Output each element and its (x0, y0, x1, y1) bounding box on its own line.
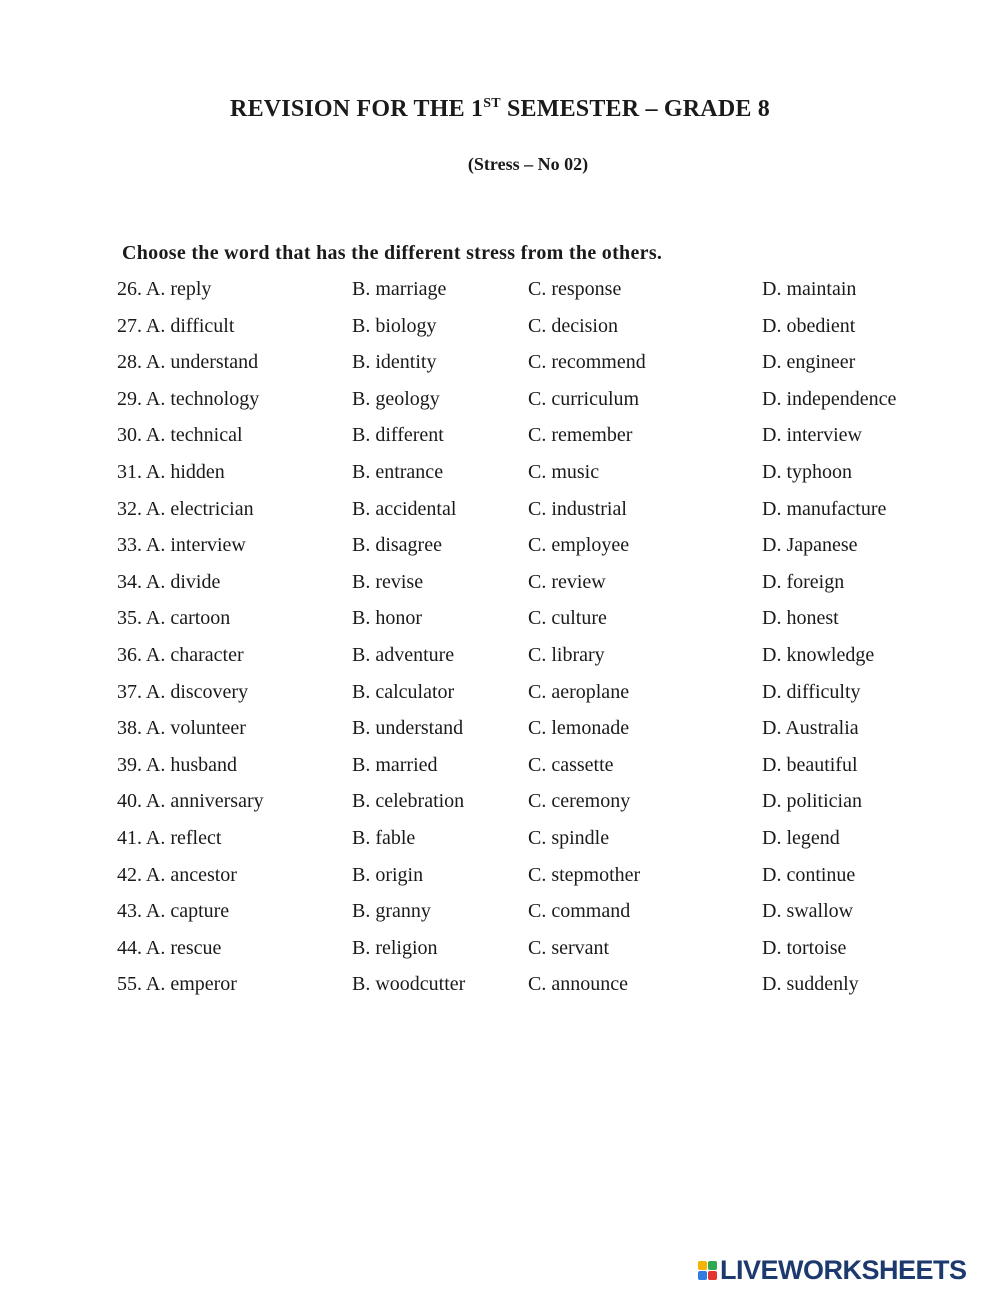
option-a: 38. A. volunteer (117, 717, 246, 740)
option-d: D. Australia (762, 717, 859, 740)
liveworksheets-logo (698, 1256, 967, 1284)
option-b: B. understand (352, 717, 464, 740)
option-c: C. spindle (528, 826, 610, 849)
logo-square (708, 1271, 717, 1280)
option-a: 55. A. emperor (117, 973, 237, 996)
option-a: 26. A. reply (117, 278, 212, 300)
option-a: 28. A. understand (117, 351, 259, 374)
page-title (0, 96, 1000, 123)
title-superscript: ST (483, 96, 501, 111)
option-c: C. servant (528, 936, 610, 959)
option-b: B. biology (352, 314, 437, 337)
option-c: C. review (528, 570, 606, 593)
logo-square (698, 1271, 707, 1280)
option-d: D. obedient (762, 314, 856, 337)
option-b: B. honor (352, 607, 422, 630)
option-d: D. honest (762, 607, 839, 630)
option-d: D. difficulty (762, 680, 861, 703)
title-rest: SEMESTER – GRADE 8 (500, 96, 770, 122)
option-c: C. curriculum (528, 387, 640, 410)
option-c: C. lemonade (528, 717, 630, 740)
option-a: 44. A. rescue (117, 936, 222, 959)
question-row (0, 424, 1000, 461)
option-a: 43. A. capture (117, 900, 230, 923)
question-row (0, 278, 1000, 315)
option-c: C. culture (528, 607, 607, 630)
option-c: C. music (528, 460, 600, 483)
option-c: C. recommend (528, 351, 646, 374)
option-b: B. marriage (352, 278, 447, 300)
instruction-text: Choose the word that has the different stress from the others. (122, 242, 663, 264)
question-row (0, 351, 1000, 388)
option-c: C. cassette (528, 753, 614, 776)
option-c: C. announce (528, 973, 628, 996)
question-row (0, 498, 1000, 535)
question-row (0, 571, 1000, 608)
page-subtitle: (Stress – No 02) (467, 154, 589, 174)
option-b: B. accidental (352, 497, 457, 520)
option-d: D. tortoise (762, 936, 847, 959)
question-row (0, 790, 1000, 827)
title-main: REVISION FOR THE 1 (230, 96, 484, 122)
question-row (0, 461, 1000, 498)
option-b: B. origin (352, 863, 424, 886)
option-a: 34. A. divide (117, 570, 221, 593)
option-c: C. employee (528, 534, 630, 557)
option-b: B. entrance (352, 460, 444, 483)
option-c: C. stepmother (528, 863, 641, 886)
option-a: 33. A. interview (117, 534, 246, 557)
option-b: B. woodcutter (352, 973, 466, 996)
option-b: B. different (352, 424, 444, 447)
option-c: C. command (528, 900, 631, 923)
question-row (0, 900, 1000, 937)
question-row (0, 717, 1000, 754)
option-d: D. typhoon (762, 460, 852, 483)
option-a: 29. A. technology (117, 387, 260, 410)
option-b: B. fable (352, 826, 416, 849)
option-a: 36. A. character (117, 643, 244, 666)
option-d: D. engineer (762, 351, 856, 374)
option-b: B. granny (352, 900, 431, 923)
question-row (0, 937, 1000, 974)
option-c: C. industrial (528, 497, 627, 520)
option-d: D. swallow (762, 900, 854, 923)
question-row (0, 827, 1000, 864)
option-d: D. beautiful (762, 753, 858, 776)
option-a: 27. A. difficult (117, 314, 235, 337)
question-row (0, 388, 1000, 425)
question-row (0, 681, 1000, 718)
option-b: B. disagree (352, 534, 442, 557)
option-d: D. maintain (762, 278, 857, 300)
option-c: C. decision (528, 314, 618, 337)
option-a: 32. A. electrician (117, 497, 254, 520)
option-a: 31. A. hidden (117, 460, 225, 483)
question-row (0, 534, 1000, 571)
option-d: D. suddenly (762, 973, 859, 996)
option-d: D. interview (762, 424, 862, 447)
option-a: 35. A. cartoon (117, 607, 231, 630)
logo-icon (698, 1261, 717, 1280)
option-a: 41. A. reflect (117, 826, 222, 849)
option-c: C. remember (528, 424, 633, 447)
option-d: D. Japanese (762, 534, 858, 557)
option-c: C. ceremony (528, 790, 631, 813)
option-b: B. married (352, 753, 438, 776)
question-row (0, 607, 1000, 644)
question-list (0, 278, 1000, 1010)
logo-square (708, 1261, 717, 1270)
question-row (0, 754, 1000, 791)
option-b: B. geology (352, 387, 440, 410)
option-a: 42. A. ancestor (117, 863, 237, 886)
option-b: B. religion (352, 936, 438, 959)
option-d: D. politician (762, 790, 862, 813)
question-row (0, 864, 1000, 901)
question-row (0, 644, 1000, 681)
option-d: D. knowledge (762, 643, 875, 666)
logo-text: LIVEWORKSHEETS (720, 1254, 967, 1285)
option-c: C. library (528, 643, 605, 666)
option-a: 39. A. husband (117, 753, 237, 776)
option-b: B. revise (352, 570, 424, 593)
option-b: B. adventure (352, 643, 455, 666)
option-c: C. response (528, 278, 622, 300)
option-d: D. legend (762, 826, 840, 849)
question-row (0, 973, 1000, 1010)
option-a: 40. A. anniversary (117, 790, 264, 813)
option-a: 37. A. discovery (117, 680, 249, 703)
option-c: C. aeroplane (528, 680, 630, 703)
question-row (0, 315, 1000, 352)
option-d: D. independence (762, 387, 897, 410)
option-b: B. identity (352, 351, 437, 374)
option-b: B. calculator (352, 680, 455, 703)
option-a: 30. A. technical (117, 424, 243, 447)
option-d: D. foreign (762, 570, 845, 593)
option-b: B. celebration (352, 790, 465, 813)
option-d: D. continue (762, 863, 856, 886)
logo-square (698, 1261, 707, 1270)
option-d: D. manufacture (762, 497, 887, 520)
